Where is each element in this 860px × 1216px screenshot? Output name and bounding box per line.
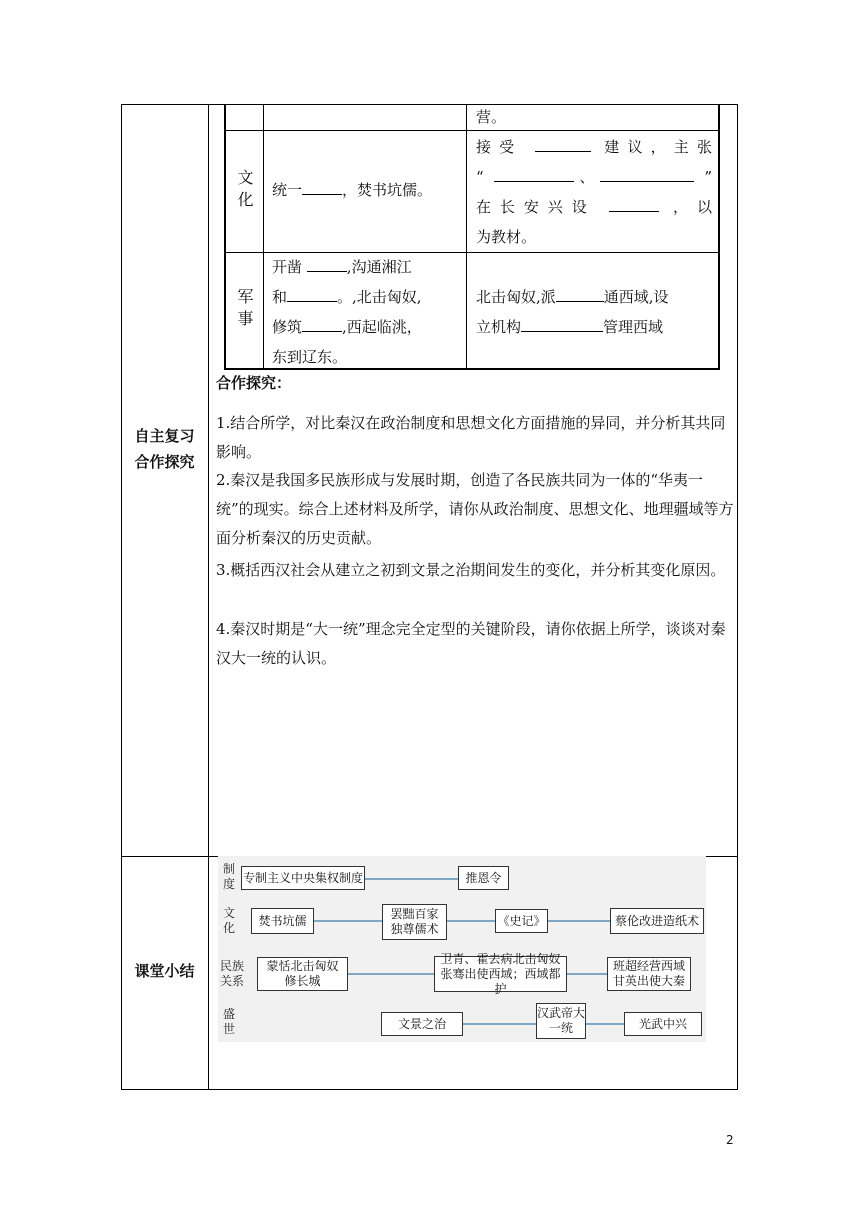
label-system (220, 862, 238, 892)
text: 独尊儒术 (390, 922, 439, 936)
text: “ (476, 168, 484, 186)
text: ，以 (673, 198, 712, 216)
answer-blank (302, 176, 342, 195)
military-label: 军事 (235, 288, 254, 332)
text: ,沟通湘江 (346, 258, 412, 276)
connector (586, 1023, 624, 1025)
answer-blank (535, 133, 591, 152)
text: 汉武帝大 (537, 1006, 586, 1020)
page-number: 2 (726, 1133, 734, 1147)
connector (548, 920, 610, 922)
question-1: 1.结合所学，对比秦汉在政治制度和思想文化方面措施的异同，并分析其共同影响。 (216, 414, 726, 461)
text: 卫青、霍去病北击匈奴 (440, 951, 561, 966)
box-confucianism (382, 904, 447, 940)
culture-han-line2 (476, 162, 712, 192)
inner-divider (466, 104, 467, 368)
military-qin-line3 (272, 312, 462, 342)
question-2: 2.秦汉是我国多民族形成与发展时期，创造了各民族共同为一体的“华夷一统”的现实。综合上述材料及所学，请你从政治制度、思想文化、地理疆域等方面分析秦汉的历史贡献。 (216, 471, 734, 547)
label-ethnic (218, 959, 246, 989)
culture-han-line1 (476, 132, 712, 162)
text: 文 (222, 906, 235, 920)
culture-qin-text: 统一 (272, 181, 303, 199)
culture-han-line3 (476, 192, 712, 222)
connector (348, 973, 434, 975)
column-divider (208, 104, 209, 1090)
text: 班超经营西域 (612, 959, 685, 973)
culture-han-line4: 为教材。 (476, 228, 537, 246)
review-label-line1: 自主复习 (134, 427, 195, 445)
answer-blank (494, 163, 574, 182)
box-burn-books: 焚书坑儒 (251, 908, 314, 934)
han-row0-text: 营。 (476, 108, 507, 126)
text: ,西起临洮， (342, 318, 422, 336)
military-qin-line2 (272, 282, 462, 312)
text: 、 (573, 168, 601, 186)
text: 制 (222, 862, 235, 876)
answer-blank (287, 283, 337, 302)
text: 蒙恬北击匈奴 (266, 959, 339, 973)
qin-han-comparison-table (224, 104, 720, 370)
text: ” (704, 168, 712, 186)
question-4: 4.秦汉时期是“大一统”理念完全定型的关键阶段，请你依据上所学，谈谈对秦汉大一统的认识。 (216, 620, 726, 667)
military-han-line1 (476, 282, 716, 312)
text: 修长城 (284, 974, 321, 988)
culture-label: 文化 (235, 169, 254, 213)
text: 接受 (476, 138, 523, 156)
text: 和 (272, 288, 288, 306)
text: 北击匈奴,派 (476, 288, 556, 306)
answer-blank (307, 253, 347, 272)
text: 通西域,设 (603, 288, 669, 306)
question-3: 3.概括西汉社会从建立之初到文景之治期间发生的变化，并分析其变化原因。 (216, 561, 726, 579)
summary-section-label: 课堂小结 (134, 962, 195, 980)
text: 民族 (219, 959, 244, 973)
military-qin-cell (272, 252, 462, 372)
answer-blank (556, 283, 604, 302)
inner-divider (263, 104, 264, 368)
answer-blank (521, 313, 603, 332)
military-han-line2 (476, 312, 716, 342)
text: 关系 (219, 974, 244, 988)
text: 一统 (548, 1021, 573, 1035)
label-culture (220, 906, 238, 936)
text: 世 (222, 1022, 235, 1036)
connector (567, 973, 607, 975)
connector (365, 878, 458, 880)
connector (314, 920, 382, 922)
answer-blank (600, 163, 694, 182)
text: 管理西域 (603, 318, 664, 336)
box-centralization: 专制主义中央集权制度 (241, 866, 365, 890)
text: 。,北击匈奴, (337, 288, 422, 306)
culture-qin-text: ，焚书坑儒。 (342, 181, 433, 199)
text: 开凿 (272, 258, 303, 276)
box-banchao (607, 957, 691, 991)
box-cailun: 蔡伦改进造纸术 (610, 908, 704, 934)
box-wenjing: 文景之治 (381, 1012, 463, 1036)
cooperation-heading: 合作探究： (216, 374, 292, 392)
summary-diagram (218, 856, 706, 1042)
answer-blank (302, 313, 342, 332)
review-section-label (121, 423, 208, 475)
box-mengtian (257, 957, 348, 991)
label-prosperity (220, 1007, 238, 1037)
box-weiqing (434, 951, 567, 996)
text: 立机构 (476, 318, 522, 336)
text: 化 (222, 921, 235, 935)
connector (447, 920, 495, 922)
text: 度 (222, 877, 235, 891)
text: 在长安兴设 (476, 198, 596, 216)
text: 修筑 (272, 318, 303, 336)
box-tuienling: 推恩令 (458, 866, 509, 890)
inner-divider (226, 130, 718, 131)
text: 甘英出使大秦 (612, 974, 685, 988)
review-label-line2: 合作探究 (134, 453, 195, 471)
box-shiji: 《史记》 (495, 909, 548, 933)
military-qin-line4: 东到辽东。 (272, 348, 348, 366)
text: 盛 (222, 1007, 235, 1021)
connector (463, 1023, 536, 1025)
text: 张骞出使西域；西域都护 (440, 966, 561, 996)
answer-blank (609, 193, 659, 212)
text: 建议，主张 (604, 138, 712, 156)
military-qin-line1 (272, 252, 462, 282)
box-guangwu: 光武中兴 (624, 1012, 702, 1036)
military-han-cell (476, 282, 716, 342)
culture-qin-cell (272, 175, 432, 205)
culture-han-cell (476, 132, 712, 252)
box-wudi (536, 1003, 586, 1039)
text: 罢黜百家 (390, 907, 439, 921)
